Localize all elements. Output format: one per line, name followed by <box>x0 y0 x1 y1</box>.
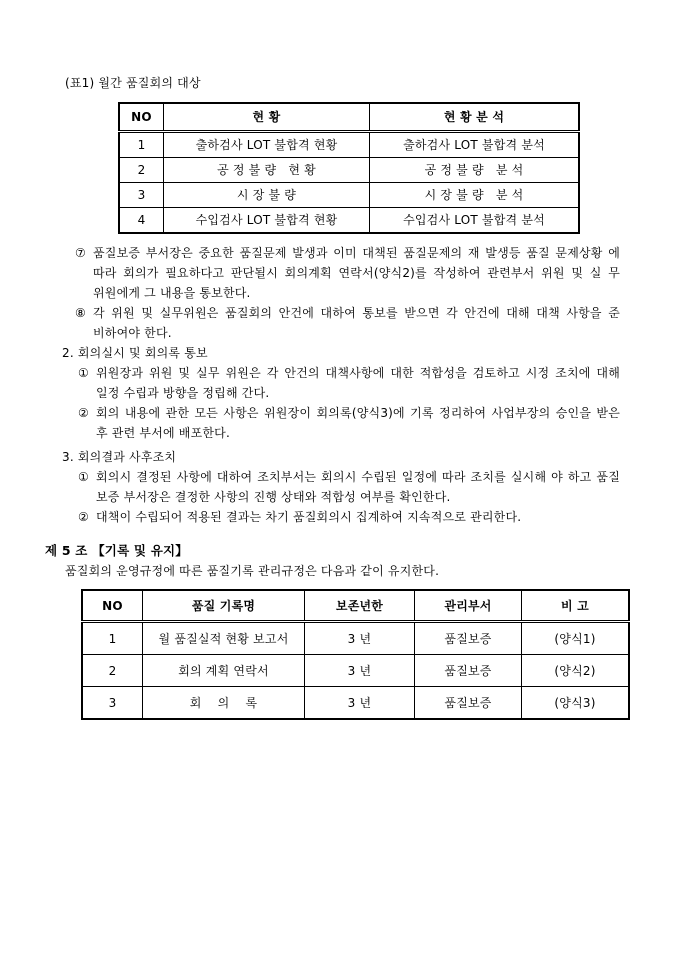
table-cell: 시 장 불 량 <box>164 183 370 208</box>
table-cell: 3 년 <box>305 622 415 655</box>
table-cell: 출하검사 LOT 불합격 분석 <box>370 132 580 158</box>
numbered-item-8 <box>75 303 620 343</box>
table-header-cell: 현 황 <box>164 103 370 132</box>
item-marker: ② <box>78 510 89 524</box>
item-text: 회의 내용에 관한 모든 사항은 위원장이 회의록(양식3)에 기록 정리하여 사업부장의 승인을 받은 후 관련 부서에 배포한다. <box>96 406 620 440</box>
table-cell: (양식2) <box>522 655 630 687</box>
table-cell: 수입검사 LOT 불합격 현황 <box>164 208 370 234</box>
table-cell: 공 정 불 량 현 황 <box>164 158 370 183</box>
item-text: 각 위원 및 실무위원은 품질회의 안건에 대하여 통보를 받으면 각 안건에 대해 대책 사항을 준 비하여야 한다. <box>93 306 620 340</box>
table-cell: 출하검사 LOT 불합격 현황 <box>164 132 370 158</box>
table-cell: 2 <box>82 655 143 687</box>
table-cell: 회의 계획 연락서 <box>143 655 305 687</box>
numbered-item-7 <box>75 243 620 303</box>
table-header-cell: 보존년한 <box>305 590 415 622</box>
table-row <box>82 687 629 720</box>
table-cell: 품질보증 <box>415 655 522 687</box>
table-cell: 1 <box>119 132 164 158</box>
table-cell: 월 품질실적 현황 보고서 <box>143 622 305 655</box>
quality-meeting-targets-table <box>118 102 580 234</box>
item-marker: ① <box>78 366 89 380</box>
sub-item <box>78 507 620 527</box>
article-5-intro: 품질회의 운영규정에 따른 품질기록 관리규정은 다음과 같이 유지한다. <box>65 564 440 578</box>
table-row <box>119 158 579 183</box>
table-header-cell: 품질 기록명 <box>143 590 305 622</box>
table-cell: 품질보증 <box>415 687 522 720</box>
item-marker: ⑦ <box>75 246 86 260</box>
section-3-heading: 3. 회의결과 사후조치 <box>62 450 177 464</box>
item-text: 회의시 결정된 사항에 대하여 조치부서는 회의시 수립된 일정에 따라 조치를 실시해 야 하고 품질 보증 부서장은 결정한 사항의 진행 상태와 적합성 여부를 확인한다. <box>96 470 620 504</box>
table-row <box>82 622 629 655</box>
document-content <box>45 73 620 720</box>
table-cell: 3 <box>119 183 164 208</box>
sub-item <box>78 467 620 507</box>
table-cell: 공 정 불 량 분 석 <box>370 158 580 183</box>
table-cell: 3 년 <box>305 655 415 687</box>
table-header-row <box>82 590 629 622</box>
item-marker: ② <box>78 406 89 420</box>
table-row <box>119 132 579 158</box>
table-row <box>119 208 579 234</box>
table-header-cell: 관리부서 <box>415 590 522 622</box>
table-cell: 3 년 <box>305 687 415 720</box>
item-marker: ⑧ <box>75 306 86 320</box>
table-cell: 수입검사 LOT 불합격 분석 <box>370 208 580 234</box>
item-text: 대책이 수립되어 적용된 결과는 차기 품질회의시 집계하여 지속적으로 관리한다. <box>96 510 522 524</box>
sub-item <box>78 363 620 403</box>
table-header-cell: NO <box>119 103 164 132</box>
table-cell: 시 장 불 량 분 석 <box>370 183 580 208</box>
table-row <box>82 655 629 687</box>
table-cell: 품질보증 <box>415 622 522 655</box>
table-header-cell: NO <box>82 590 143 622</box>
table1-caption: (표1) 월간 품질회의 대상 <box>65 76 201 90</box>
item-text: 위원장과 위원 및 실무 위원은 각 안건의 대책사항에 대한 적합성을 검토하고 시정 조치에 대해 일정 수립과 방향을 정립해 간다. <box>96 366 620 400</box>
table-cell: (양식1) <box>522 622 630 655</box>
item-text: 품질보증 부서장은 중요한 품질문제 발생과 이미 대책된 품질문제의 재 발생등 품질 문제상황 에 따라 회의가 필요하다고 판단될시 회의계획 연락서(양식2)를 작성하여 관련부서 위원 및 실 무 위원에게 그 내용을 통보한다. <box>93 246 620 300</box>
section-2-heading: 2. 회의실시 및 회의록 통보 <box>62 346 208 360</box>
table-cell: 3 <box>82 687 143 720</box>
table-cell: 1 <box>82 622 143 655</box>
table-cell: (양식3) <box>522 687 630 720</box>
quality-records-table <box>81 589 630 720</box>
sub-item <box>78 403 620 443</box>
table-cell: 회 의 록 <box>143 687 305 720</box>
table-row <box>119 183 579 208</box>
article-5-heading: 제 5 조 【기록 및 유지】 <box>45 543 188 558</box>
table-cell: 4 <box>119 208 164 234</box>
table-header-row <box>119 103 579 132</box>
table-header-cell: 비 고 <box>522 590 630 622</box>
table-header-cell: 현 황 분 석 <box>370 103 580 132</box>
item-marker: ① <box>78 470 89 484</box>
clause-list <box>45 243 620 343</box>
table-cell: 2 <box>119 158 164 183</box>
